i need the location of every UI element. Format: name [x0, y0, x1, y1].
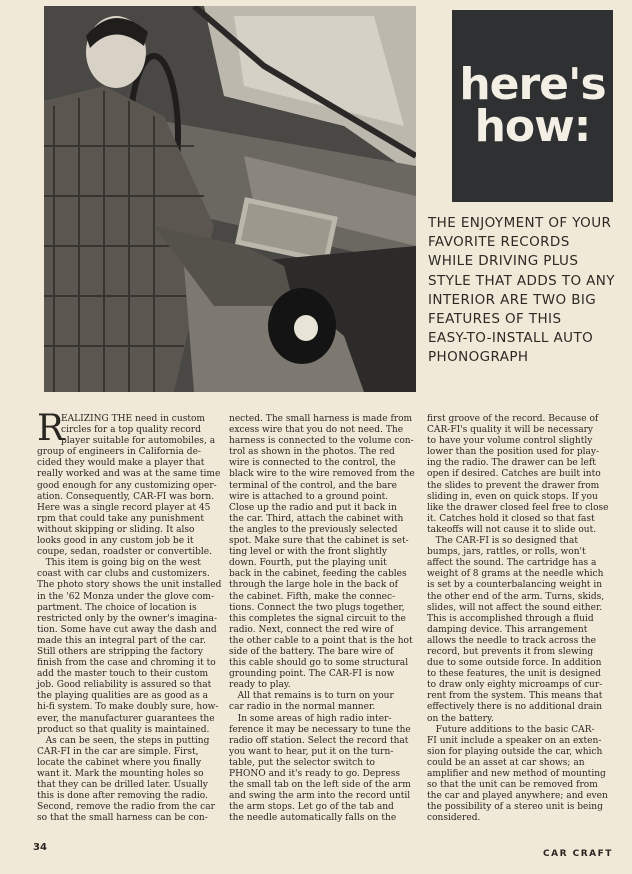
- text-line: looks good in any custom job be it: [37, 536, 194, 547]
- text-line: ready to play.: [229, 680, 291, 691]
- body-column-1: [37, 408, 223, 824]
- text-line: through the large hole in the back of: [229, 580, 398, 591]
- text-line: and swing the arm into the record until: [229, 791, 411, 802]
- text-line: Close up the radio and put it back in: [229, 502, 397, 513]
- text-line: job. Good reliability is assured so that: [37, 680, 212, 691]
- text-line: back in the cabinet, feeding the cables: [229, 569, 407, 580]
- text-line: hi-fi system. To make doubly sure, how-: [37, 702, 219, 713]
- drop-cap: R: [37, 408, 65, 449]
- text-line: Here was a single record player at 45: [37, 502, 211, 513]
- text-line: group of engineers in California de-: [37, 447, 201, 458]
- text-line: grounding point. The CAR-FI is now: [229, 669, 395, 680]
- text-line: so that the unit can be removed from: [427, 780, 598, 791]
- text-line: CAR-FI in the car are simple. First,: [37, 746, 199, 757]
- text-line: The CAR-FI is so designed that: [427, 536, 578, 547]
- text-line: car radio in the normal manner.: [229, 702, 376, 713]
- text-line: on the battery.: [427, 713, 494, 724]
- text-line: could be an asset at car shows; an: [427, 757, 585, 768]
- text-line: trol as shown in the photos. The red: [229, 447, 395, 458]
- text-line: like the drawer closed feel free to close: [427, 502, 609, 513]
- text-line: excess wire that you do not need. The: [229, 425, 404, 436]
- text-line: so that the small harness can be con-: [37, 813, 208, 824]
- text-line: terminal of the control, and the bare: [229, 480, 397, 491]
- text-line: Second, remove the radio from the car: [37, 802, 215, 813]
- magazine-name: CAR CRAFT: [543, 849, 613, 859]
- text-line: the slides to prevent the drawer from: [427, 480, 600, 491]
- text-line: ever, the manufacturer guarantees the: [37, 713, 215, 724]
- text-line: the needle automatically falls on the: [229, 813, 397, 824]
- text-line: the arm stops. Let go of the tab and: [229, 802, 394, 813]
- text-line: product so that quality is maintained.: [37, 724, 210, 735]
- text-line: This item is going big on the west: [37, 558, 201, 569]
- text-line: it. Catches hold it closed so that fast: [427, 513, 595, 524]
- text-line: you want to hear, put it on the turn-: [229, 746, 394, 757]
- text-line: circles for a top quality record: [61, 425, 201, 436]
- text-line: harness is connected to the volume con-: [229, 436, 414, 447]
- text-line: The photo story shows the unit installed: [37, 580, 222, 591]
- text-line: made this an integral part of the car.: [37, 635, 207, 646]
- text-line: the possibility of a stereo unit is being: [427, 802, 603, 813]
- text-line: This is accomplished through a fluid: [427, 613, 594, 624]
- text-line: player suitable for automobiles, a: [61, 436, 216, 447]
- text-line: open if desired. Catches are built into: [427, 469, 601, 480]
- body-column-3: [427, 414, 613, 824]
- text-line: the angles to the previously selected: [229, 524, 398, 535]
- text-line: radio. Next, connect the red wire of: [229, 624, 394, 635]
- text-line: damping device. This arrangement: [427, 624, 588, 635]
- text-line: ation. Consequently, CAR-FI was born.: [37, 491, 215, 502]
- text-line: cided they would make a player that: [37, 458, 205, 469]
- text-line: affect the sound. The cartridge has a: [427, 558, 597, 569]
- text-line: this completes the signal circuit to the: [229, 613, 406, 624]
- text-line: In some areas of high radio inter-: [229, 713, 392, 724]
- page-number: 34: [33, 842, 47, 853]
- text-line: rent from the system. This means that: [427, 691, 603, 702]
- car-phonograph-photo: [44, 6, 416, 392]
- text-line: rpm that could take any punishment: [37, 513, 204, 524]
- text-line: tion. Some have cut away the dash and: [37, 624, 217, 635]
- text-line: this cable should go to some structural: [229, 658, 409, 669]
- text-line: to have your volume control slightly: [427, 436, 593, 447]
- deck-line: THE ENJOYMENT OF YOUR: [428, 215, 612, 231]
- text-line: locate the cabinet where you finally: [37, 757, 202, 768]
- text-line: spot. Make sure that the cabinet is set-: [229, 536, 409, 547]
- body-column-2: [229, 414, 415, 824]
- text-line: ting level or with the front slightly: [229, 547, 387, 558]
- text-line: side of the battery. The bare wire of: [229, 646, 394, 657]
- text-line: restricted only by the owner's imagina-: [37, 613, 218, 624]
- text-line: allows the needle to track across the: [427, 635, 596, 646]
- text-line: first groove of the record. Because of: [427, 414, 599, 424]
- text-line: good enough for any customizing oper-: [37, 480, 217, 491]
- text-line: weight of 8 grams at the needle which: [427, 569, 604, 580]
- text-line: bumps, jars, rattles, or rolls, won't: [427, 547, 586, 558]
- text-line: without skipping or sliding. It also: [37, 524, 195, 535]
- text-line: is set by a counterbalancing weight in: [427, 580, 603, 591]
- text-line: to these features, the unit is designed: [427, 669, 601, 680]
- text-line: wire is connected to the control, the: [229, 458, 396, 469]
- text-line: ference it may be necessary to tune the: [229, 724, 411, 735]
- text-line: table, put the selector switch to: [229, 757, 376, 768]
- text-line: partment. The choice of location is: [37, 602, 197, 613]
- text-line: considered.: [427, 813, 481, 824]
- text-line: takeoffs will not cause it to slide out.: [427, 524, 597, 535]
- text-line: want it. Mark the mounting holes so: [37, 769, 204, 779]
- text-line: slides, will not affect the sound either.: [427, 602, 603, 613]
- text-line: add the master touch to their custom: [37, 669, 209, 680]
- text-line: EALIZING THE need in custom: [61, 414, 205, 424]
- text-line: the other cable to a point that is the hot: [229, 635, 413, 646]
- deck-line: INTERIOR ARE TWO BIG: [428, 291, 597, 308]
- text-line: nected. The small harness is made from: [229, 414, 413, 424]
- text-line: the car. Third, attach the cabinet with: [229, 513, 404, 524]
- text-line: the car and played anywhere; and even: [427, 791, 608, 802]
- text-line: the playing qualities are as good as a: [37, 691, 208, 702]
- text-line: black wire to the wire removed from the: [229, 469, 415, 480]
- text-line: tions. Connect the two plugs together,: [229, 602, 405, 613]
- text-line: ing the radio. The drawer can be left: [427, 458, 596, 469]
- text-line: coast with car clubs and customizers.: [37, 569, 210, 580]
- text-line: the other end of the arm. Turns, skids,: [427, 591, 605, 602]
- deck-line: PHONOGRAPH: [428, 349, 529, 366]
- text-line: wire is attached to a ground point.: [229, 491, 389, 502]
- text-line: As can be seen, the steps in putting: [37, 735, 210, 746]
- text-line: lower than the position used for play-: [427, 447, 600, 458]
- deck-line: FAVORITE RECORDS: [428, 234, 570, 251]
- text-line: amplifier and new method of mounting: [427, 769, 606, 779]
- text-line: radio off station. Select the record that: [229, 735, 409, 746]
- deck-line: STYLE THAT ADDS TO ANY: [428, 272, 615, 289]
- text-line: sion for playing outside the car, which: [427, 746, 603, 757]
- text-line: this is done after removing the radio.: [37, 791, 208, 802]
- text-line: down. Fourth, put the playing unit: [229, 558, 387, 569]
- headline: here's how:: [459, 59, 606, 152]
- text-line: Still others are stripping the factory: [37, 646, 203, 657]
- text-line: due to some outside force. In addition: [427, 658, 602, 669]
- text-line: All that remains is to turn on your: [229, 691, 394, 702]
- text-line: to draw only eighty microamps of cur-: [427, 680, 603, 691]
- text-line: FI unit include a speaker on an exten-: [427, 735, 602, 746]
- text-line: record, but prevents it from slewing: [427, 646, 594, 657]
- text-line: really worked and was at the same time: [37, 469, 221, 480]
- text-line: sliding in, even on quick stops. If you: [427, 491, 598, 502]
- text-line: Future additions to the basic CAR-: [427, 724, 595, 735]
- text-line: finish from the case and chroming it to: [37, 658, 216, 669]
- text-line: effectively there is no additional drain: [427, 702, 603, 713]
- deck-line: WHILE DRIVING PLUS: [428, 253, 579, 270]
- text-line: that they can be drilled later. Usually: [37, 780, 208, 791]
- text-line: CAR-FI's quality it will be necessary: [427, 425, 594, 436]
- deck-line: FEATURES OF THIS: [428, 311, 562, 328]
- deck-line: EASY-TO-INSTALL AUTO: [428, 330, 594, 347]
- text-line: PHONO and it's ready to go. Depress: [229, 769, 401, 779]
- text-line: coupe, sedan, roadster or convertible.: [37, 547, 213, 558]
- text-line: in the '62 Monza under the glove com-: [37, 591, 215, 602]
- headline-box: [452, 10, 613, 202]
- text-line: the cabinet. Fifth, make the connec-: [229, 591, 396, 602]
- deck-text: [428, 214, 620, 368]
- text-line: the small tab on the left side of the arm: [229, 780, 411, 791]
